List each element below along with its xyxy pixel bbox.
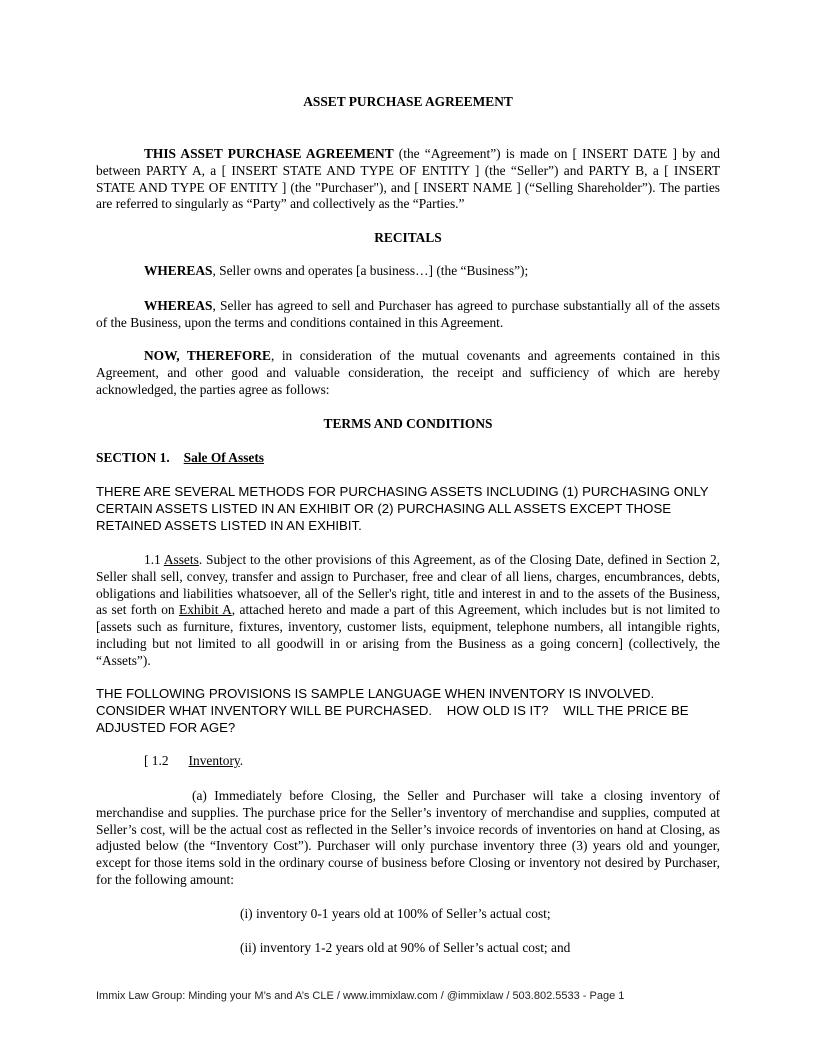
section-1-2-a: (a) Immediately before Closing, the Seller and Purchaser will take a closing inventory of merchandise and supplies. The purchase price for the Seller’s inventory of merchandise and supplies, computed at Seller’s cost, will be the actual cost as reflected in the Seller’s invoice records of inventories on hand at Closing, as adjusted below (the “Inventory Cost”). Purchaser will only purchase inventory three (3) years old and younger, except for those items sold in the ordinary course of business before Closing or inventory not desired by Purchaser, for the following amount: [96, 788, 720, 887]
inventory-item-ii: (ii) inventory 1-2 years old at 90% of Seller’s actual cost; and [240, 940, 571, 955]
now-therefore: NOW, THEREFORE, in consideration of the mutual covenants and agreements contained in this Agreement, and other good and valuable consideration, the receipt and sufficiency of which are hereby acknowledged, the parties agree as follows: [96, 348, 721, 397]
inventory-item-i: (i) inventory 0-1 years old at 100% of Seller’s actual cost; [240, 906, 551, 921]
intro-lead: THIS ASSET PURCHASE AGREEMENT [144, 146, 394, 161]
document-title: ASSET PURCHASE AGREEMENT [303, 94, 513, 109]
section-1-heading: SECTION 1. Sale Of Assets [96, 450, 265, 465]
whereas-2: WHEREAS, Seller has agreed to sell and Purchaser has agreed to purchase substantially all of the assets of the Business, upon the terms and conditions contained in this Agreement. [96, 298, 720, 330]
intro-paragraph: THIS ASSET PURCHASE AGREEMENT (the “Agreement”) is made on [ INSERT DATE ] by and between PARTY A, a [ INSERT STATE AND TYPE OF ENTITY ] (the “Seller”) and PARTY B, a [ INSERT STATE AND TYPE OF ENTITY ] (the "Purchaser"), and [ INSERT NAME ] (“Selling Shareholder”). The parties are referred to singularly as “Party” and collectively as the “Parties.” [96, 146, 721, 212]
recitals-heading: RECITALS [374, 230, 442, 245]
terms-heading: TERMS AND CONDITIONS [323, 416, 493, 431]
section-1-1: 1.1 Assets. Subject to the other provisions of this Agreement, as of the Closing Date, defined in Section 2, Seller shall sell, convey, transfer and assign to Purchaser, free and clear of all liens, charges, encumbrances, debts, obligations and liabilities whatsoever, all of the Seller's right, title and interest in and to the assets of the Business, as set forth on Exhibit A, attached hereto and made a part of this Agreement, which includes but is not limited to [assets such as furniture, fixtures, inventory, customer lists, equipment, telephone numbers, all intangible rights, including but not limited to all goodwill in or arising from the Business as a going concern] (collectively, the “Assets”). [96, 552, 720, 668]
section-1-2-heading: [ 1.2 Inventory. [144, 753, 244, 768]
drafting-note-2: THE FOLLOWING PROVISIONS IS SAMPLE LANGUAGE WHEN INVENTORY IS INVOLVED. CONSIDER WHAT INVENTORY WILL BE PURCHASED. HOW OLD IS IT? WILL THE PRICE BE ADJUSTED FOR AGE? [96, 686, 692, 735]
whereas-1: WHEREAS, Seller owns and operates [a business…] (the “Business”); [144, 263, 529, 278]
page-footer: Immix Law Group: Minding your M’s and A’s CLE / www.immixlaw.com / @immixlaw / 503.802.5533 - Page 1 [96, 990, 625, 1002]
drafting-note-1: THERE ARE SEVERAL METHODS FOR PURCHASING ASSETS INCLUDING (1) PURCHASING ONLY CERTAIN ASSETS LISTED IN AN EXHIBIT OR (2) PURCHASING ALL ASSETS EXCEPT THOSE RETAINED ASSETS LISTED IN AN EXHIBIT. [96, 484, 709, 533]
